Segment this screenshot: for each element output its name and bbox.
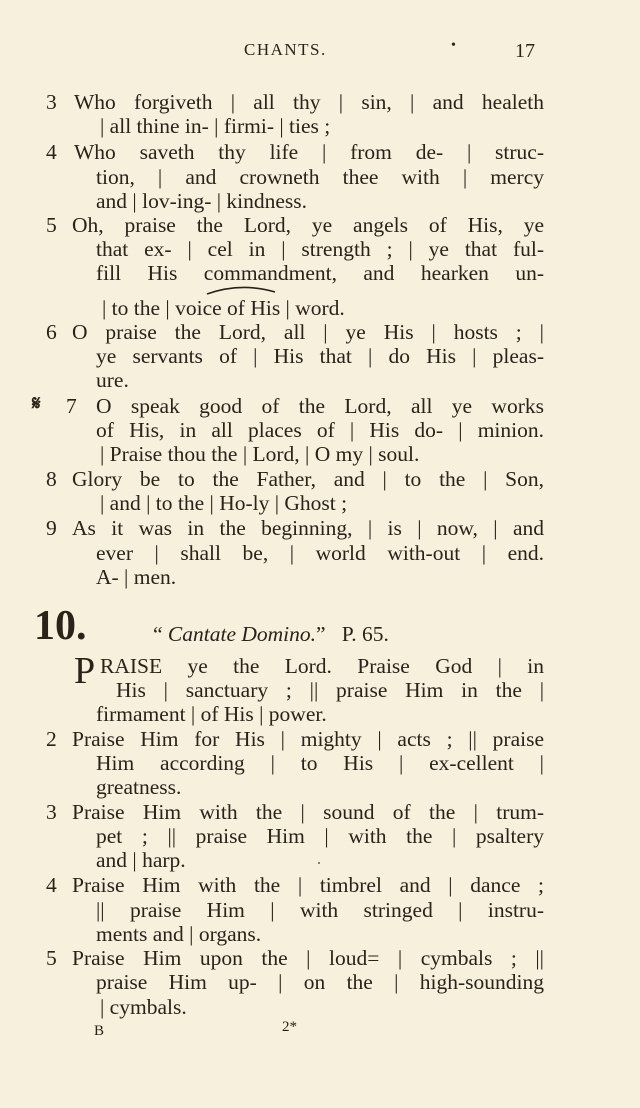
verse-line: As it was in the beginning, | is | now, | and: [72, 516, 544, 540]
verse-number: 7: [66, 394, 77, 418]
verse-line: and | harp.: [96, 848, 186, 872]
title-close-quote: ”: [316, 622, 326, 646]
page-number: 17: [515, 40, 535, 62]
verse-number: 6: [46, 320, 57, 344]
signature-letter: B: [94, 1023, 105, 1039]
verse-line: | all thine in- | firmi- | ties ;: [100, 114, 331, 138]
verse-line: greatness.: [96, 775, 182, 799]
verse-line: Praise Him for His | mighty | acts ; || praise: [72, 727, 544, 751]
verse-line: O praise the Lord, all | ye His | hosts ; |: [72, 320, 544, 344]
verse-line: and | lov-ing- | kindness.: [96, 189, 308, 213]
verse-line: His | sanctuary ; || praise Him in the |: [116, 678, 544, 702]
paper-speck: [318, 862, 320, 864]
verse-line: that ex- | cel in | strength ; | ye that ful-: [96, 237, 544, 261]
verse-number: 3: [46, 90, 57, 114]
title-latin: Cantate Domino.: [167, 622, 317, 646]
verse-number: 3: [46, 800, 57, 824]
verse-line: praise Him up- | on the | high-sounding: [96, 970, 544, 994]
verse-number: 5: [46, 946, 57, 970]
header-ornament: •: [451, 38, 456, 53]
verse-line: ever | shall be, | world with-out | end.: [96, 541, 544, 565]
running-header: [0, 40, 640, 64]
verse-line: tion, | and crowneth thee with | mercy: [96, 165, 544, 189]
verse-line: | and | to the | Ho-ly | Ghost ;: [100, 491, 348, 515]
verse-line: Him according | to His | ex-cellent |: [96, 751, 544, 775]
drop-cap: P: [74, 650, 96, 692]
page-reference: P. 65.: [341, 622, 389, 646]
verse-line: RAISE ye the Lord. Praise God | in: [100, 654, 544, 678]
verse-line: Praise Him with the | sound of the | trum-: [72, 800, 544, 824]
verse-line: Praise Him with the | timbrel and | dance ;: [72, 873, 544, 897]
header-title: CHANTS.: [244, 40, 327, 59]
title-open-quote: “: [153, 622, 163, 646]
verse-line: Who saveth thy life | from de- | struc-: [74, 140, 544, 164]
chant-title: [153, 621, 389, 647]
verse-line: of His, in all places of | His do- | minion.: [96, 418, 544, 442]
verse-line: || praise Him | with stringed | instru-: [96, 898, 544, 922]
chant-number: 10.: [34, 603, 87, 649]
verse-line: | Praise thou the | Lord, | O my | soul.: [100, 442, 420, 466]
verse-line: | cymbals.: [100, 995, 187, 1019]
verse-line: Glory be to the Father, and | to the | Son,: [72, 467, 544, 491]
segno-mark-icon: 𝄋: [32, 393, 41, 415]
verse-number: 5: [46, 213, 57, 237]
verse-line: fill His commandment, and hearken un-: [96, 261, 544, 285]
verse-line: Oh, praise the Lord, ye angels of His, ye: [72, 213, 544, 237]
verse-line: ure.: [96, 368, 129, 392]
verse-line: A- | men.: [96, 565, 177, 589]
verse-line: | to the | voice of His | word.: [102, 296, 345, 320]
verse-line: Praise Him upon the | loud= | cymbals ; ||: [72, 946, 544, 970]
verse-line: firmament | of His | power.: [96, 702, 327, 726]
verse-line: O speak good of the Lord, all ye works: [96, 394, 544, 418]
verse-line: ments and | organs.: [96, 922, 262, 946]
verse-number: 9: [46, 516, 57, 540]
slur-mark: [205, 282, 277, 296]
verse-number: 2: [46, 727, 57, 751]
verse-line: Who forgiveth | all thy | sin, | and healeth: [74, 90, 544, 114]
verse-line: pet ; || praise Him | with the | psaltery: [96, 824, 544, 848]
verse-number: 8: [46, 467, 57, 491]
signature-mark: 2*: [282, 1019, 297, 1035]
verse-number: 4: [46, 140, 57, 164]
verse-number: 4: [46, 873, 57, 897]
verse-line: ye servants of | His that | do His | pleas-: [96, 344, 544, 368]
